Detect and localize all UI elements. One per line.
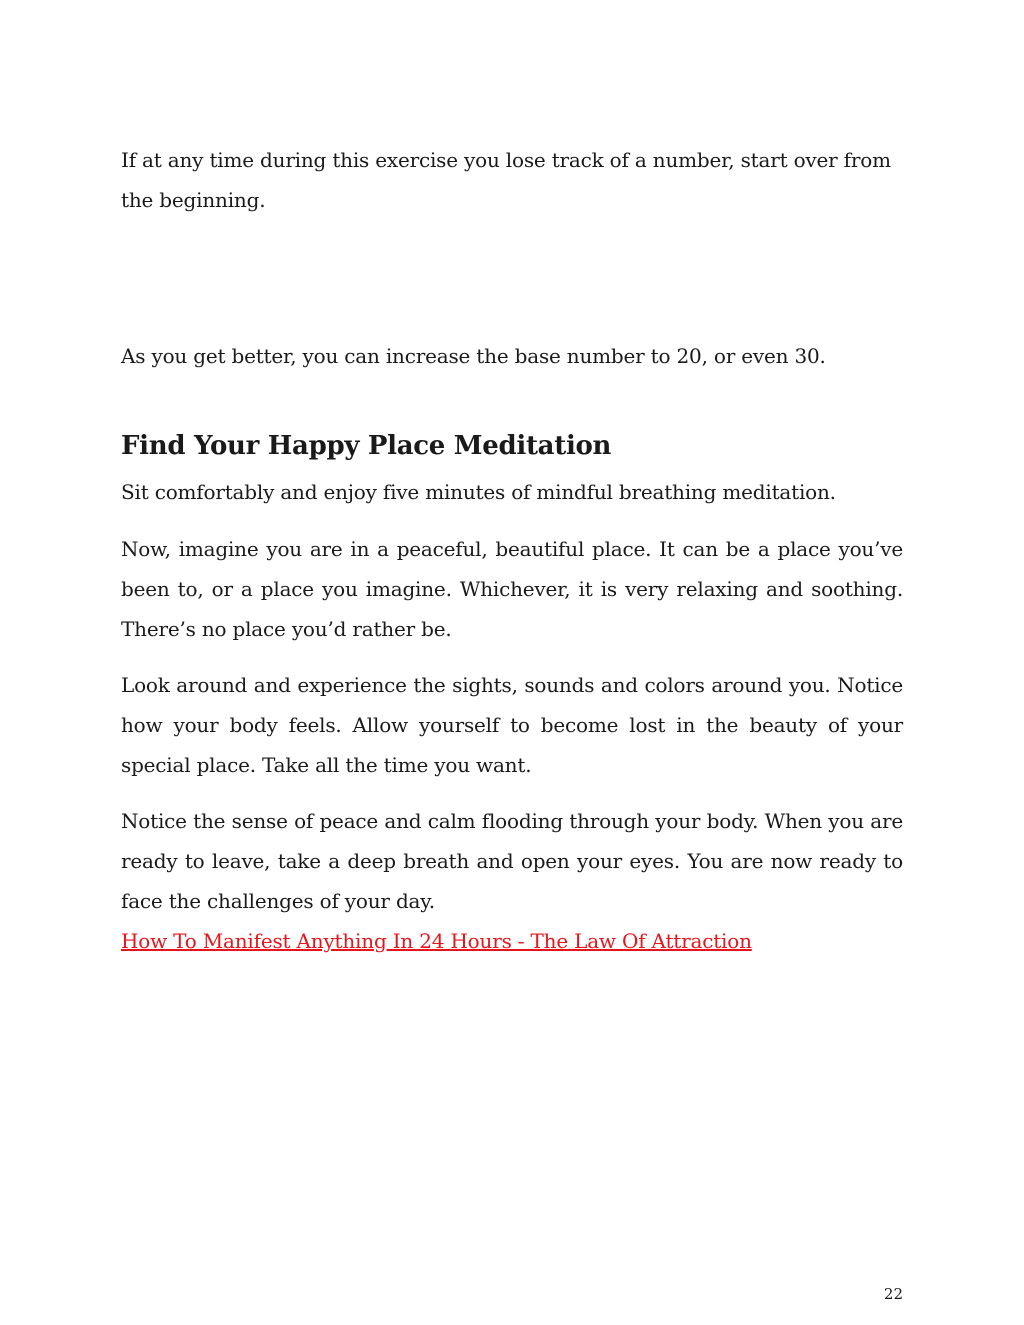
manifest-link[interactable]: How To Manifest Anything In 24 Hours - The Law Of Attraction [121,929,752,953]
paragraph-base-number: As you get better, you can increase the base number to 20, or even 30. [121,344,826,368]
paragraph-sit-comfortably: Sit comfortably and enjoy five minutes of mindful breathing meditation. [121,480,836,504]
section-heading: Find Your Happy Place Meditation [121,431,612,461]
paragraph-lose-track: If at any time during this exercise you lose track of a number, start over from the beginning. [121,148,891,212]
paragraph-notice-peace: Notice the sense of peace and calm flooding through your body. When you are ready to leave, take a deep breath and open your eyes. You are now ready to face the challenges of your day. [121,809,903,913]
paragraph-imagine-place: Now, imagine you are in a peaceful, beautiful place. It can be a place you’ve been to, or a place you imagine. Whichever, it is very relaxing and soothing. There’s no place you’d rather be. [121,537,903,641]
paragraph-look-around: Look around and experience the sights, sounds and colors around you. Notice how your body feels. Allow yourself to become lost in the beauty of your special place. Take all the time you want. [121,673,903,777]
page-number: 22 [883,1285,903,1303]
